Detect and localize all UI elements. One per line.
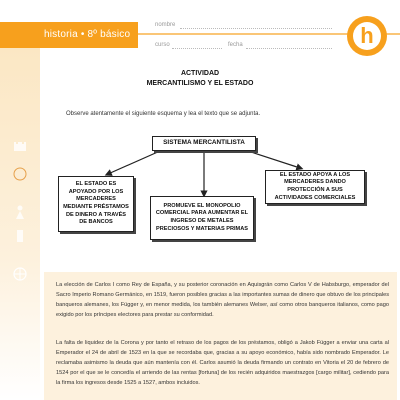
arrow-left: [108, 151, 160, 174]
date-label: fecha: [228, 42, 243, 48]
course-label: curso: [155, 42, 170, 48]
subject-label: historia: [44, 29, 78, 40]
activity-title: ACTIVIDAD: [180, 70, 220, 77]
activity-subtitle: MERCANTILISMO Y EL ESTADO: [146, 80, 254, 87]
separator: •: [80, 29, 85, 40]
logo-letter: h: [360, 23, 374, 48]
arrow-right: [248, 151, 300, 168]
paragraph-1: La elección de Carlos I como Rey de España, y su posterior coronación en Aquisgrán como Carlos V de Habsburgo, emperador del Sacro Imperio Romano Germánico, en 1519, fueron posibles gracias a las importantes sumas de dinero que obtuvo de los principales banqueros alemanes, los Függer y, en menor medida, los también alemanes Welser, así como otros banqueros italianos, como pago exigido por los príncipes electores para prestar su conformidad.: [56, 282, 389, 318]
name-label: nombre: [155, 22, 176, 28]
main-concept-box: SISTEMA MERCANTILISTA: [152, 136, 256, 151]
right-concept-box: EL ESTADO APOYA A LOS MERCADERES DANDO PROTECCIÓN A SUS ACTIVIDADES COMERCIALES: [265, 170, 365, 204]
grade-label: 8º básico: [87, 29, 131, 40]
paragraph-2: La falta de liquidez de la Corona y por tanto el retraso de los pagos de los préstamos, obligó a Jakob Függer a enviar una carta al Emperador el 24 de abril de 1523 en la que se recordaba que, gracias a su apoyo económico, había sido nombrado Emperador. Le reclamaba asimismo la deuda que aún mantenía con él. Carlos asumió la deuda firmando un contrato en Vitoria el 20 de febrero de 1524 por el que se le concedía el arriendo de las rentas [fortuna] de los recién adquiridos maestrazgos [cargo militar], cediendo para la firma los ingresos desde 1525 a 1527, ambos incluidos.: [56, 340, 389, 386]
left-concept-box: EL ESTADO ES APOYADO POR LOS MERCADERES MEDIANTE PRÉSTAMOS DE DINERO A TRAVÉS DE BANCOS: [58, 176, 134, 232]
center-concept-box: PROMUEVE EL MONOPOLIO COMERCIAL PARA AUMENTAR EL INGRESO DE METALES PRECIOSOS Y MATERIAS PRIMAS: [150, 196, 254, 240]
instruction-text: Observe atentamente el siguiente esquema y lea el texto que se adjunta.: [66, 111, 261, 117]
